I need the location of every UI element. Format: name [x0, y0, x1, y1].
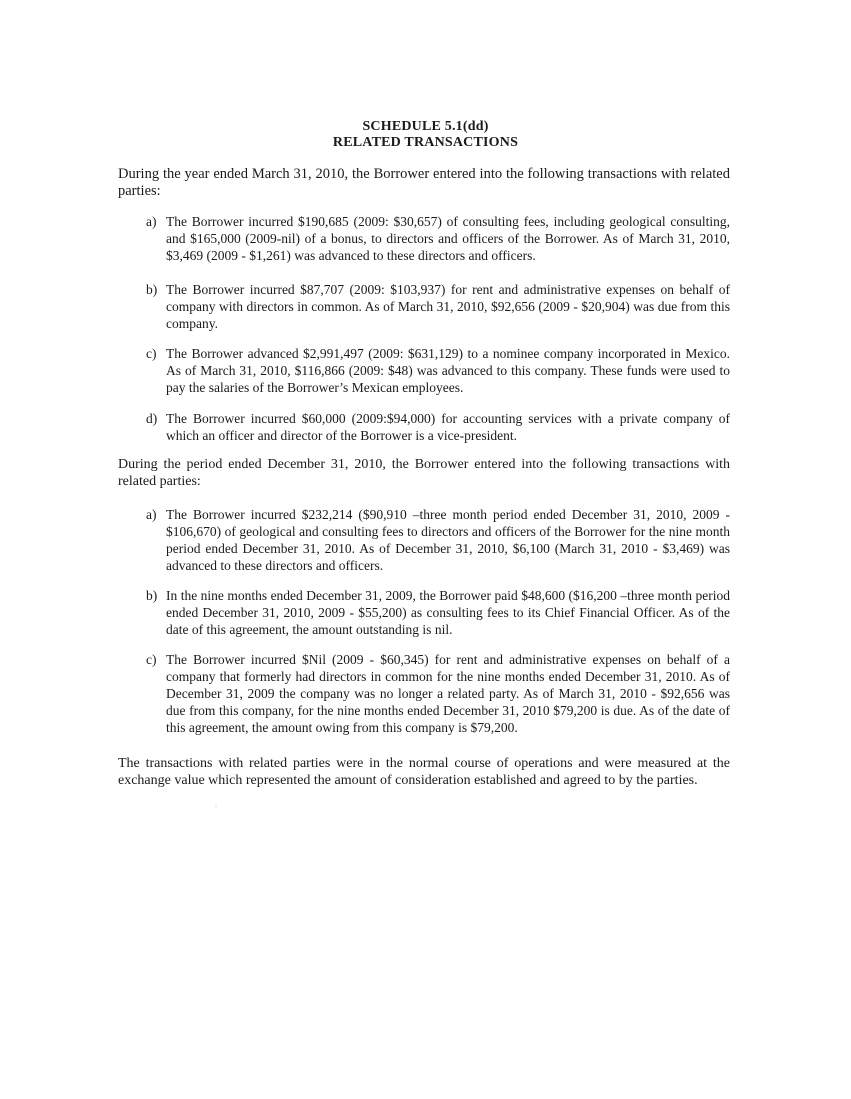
section1-item-b — [146, 281, 730, 332]
section2-item-b — [146, 587, 730, 638]
list-item-text: The Borrower advanced $2,991,497 (2009: $631,129) to a nominee company incorporated in Mexico. As of March 31, 2010, $116,866 (2009: $48) was advanced to this company. These funds were used to pay the salaries of the Borrower’s Mexican employees. — [166, 346, 730, 395]
list-item-text: The Borrower incurred $190,685 (2009: $30,657) of consulting fees, including geological consulting, and $165,000 (2009-nil) of a bonus, to directors and officers of the Borrower. As of March 31, 2010, $3,469 (2009 - $1,261) was advanced to these directors and officers. — [166, 214, 730, 263]
section2-intro: During the period ended December 31, 2010, the Borrower entered into the following transactions with related parties: — [118, 457, 730, 489]
section2-item-c — [146, 651, 730, 736]
section1-item-c — [146, 345, 730, 396]
scan-speck — [215, 805, 216, 806]
list-marker: c) — [146, 652, 157, 667]
section1-item-a — [146, 213, 730, 264]
list-marker: c) — [146, 346, 157, 361]
list-marker: b) — [146, 588, 158, 603]
closing-paragraph: The transactions with related parties were in the normal course of operations and were measured at the exchange value which represented the amount of consideration established and agreed to by the parties. — [118, 756, 730, 788]
list-item-text: The Borrower incurred $87,707 (2009: $103,937) for rent and administrative expenses on behalf of company with directors in common. As of March 31, 2010, $92,656 (2009 - $20,904) was due from this company. — [166, 282, 730, 331]
list-item-text: The Borrower incurred $Nil (2009 - $60,345) for rent and administrative expenses on behalf of a company that formerly had directors in common for the nine months ended December 31, 2010. As of December 31, 2009 the company was no longer a related party. As of March 31, 2010 - $92,656 was due from this company, for the nine months ended December 31, 2010 $79,200 is due. As of the date of this agreement, the amount owing from this company is $79,200. — [166, 652, 730, 735]
section2-item-a — [146, 506, 730, 574]
schedule-subtitle: RELATED TRANSACTIONS — [332, 135, 519, 150]
list-marker: a) — [146, 507, 157, 522]
list-marker: b) — [146, 282, 158, 297]
list-item-text: The Borrower incurred $232,214 ($90,910 –three month period ended December 31, 2010, 2009 - $106,670) of geological and consulting fees to directors and officers of the Borrower for the nine month period ended December 31, 2010. As of December 31, 2010, $6,100 (March 31, 2010 - $3,469) was advanced to these directors and officers. — [166, 507, 730, 573]
schedule-title: SCHEDULE 5.1(dd) — [362, 119, 489, 134]
section1-item-d — [146, 410, 730, 444]
list-item-text: In the nine months ended December 31, 2009, the Borrower paid $48,600 ($16,200 –three month period ended December 31, 2010, 2009 - $55,200) as consulting fees to its Chief Financial Officer. As of the date of this agreement, the amount outstanding is nil. — [166, 588, 730, 637]
list-marker: d) — [146, 411, 158, 426]
list-marker: a) — [146, 214, 157, 229]
section1-intro: During the year ended March 31, 2010, the Borrower entered into the following transactions with related parties: — [118, 166, 730, 199]
list-item-text: The Borrower incurred $60,000 (2009:$94,000) for accounting services with a private company of which an officer and director of the Borrower is a vice-president. — [166, 411, 730, 443]
